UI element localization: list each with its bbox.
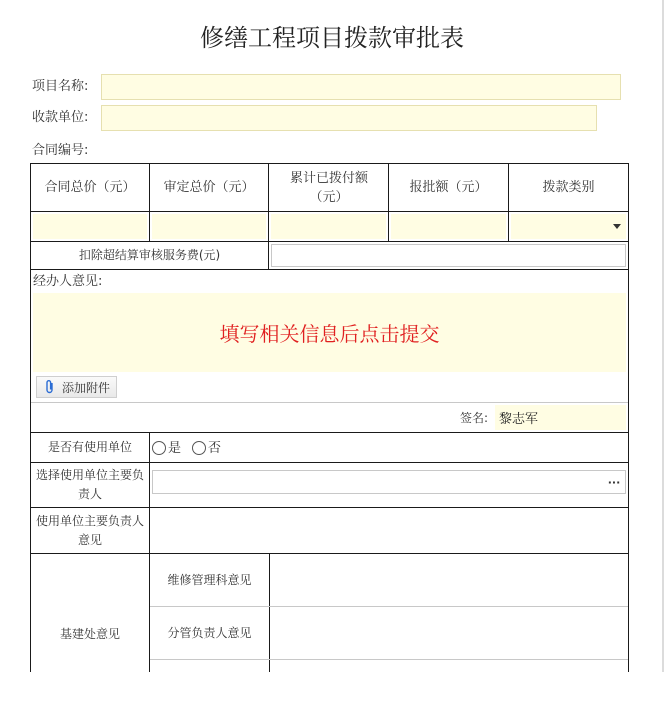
accumulated-paid-input[interactable] — [271, 214, 386, 239]
signature-label: 签名: — [460, 411, 489, 425]
infra-opinion-label: 基建处意见 — [59, 626, 120, 641]
paperclip-icon — [43, 379, 57, 395]
payee-input[interactable] — [101, 105, 597, 131]
header-accumulated-paid: 累计已拨付额（元） — [289, 170, 368, 205]
grid-line — [150, 659, 628, 660]
add-attachment-label: 添加附件 — [62, 380, 111, 395]
radio-yes-label: 是 — [168, 441, 182, 456]
grid-line — [268, 163, 269, 269]
signature-field[interactable] — [495, 405, 626, 430]
table-border-right — [628, 163, 629, 672]
payee-label: 收款单位: — [32, 110, 89, 125]
signature-value: 黎志军 — [499, 412, 539, 427]
handler-opinion-textarea[interactable] — [33, 293, 626, 372]
select-head-input[interactable] — [152, 470, 626, 494]
chevron-down-icon — [613, 224, 621, 229]
grid-line — [31, 402, 628, 403]
grid-line — [30, 269, 629, 270]
repair-dept-opinion-label: 维修管理科意见 — [167, 572, 252, 587]
project-name-label: 项目名称: — [32, 79, 89, 94]
approved-total-input[interactable] — [152, 214, 266, 239]
contract-total-input[interactable] — [33, 214, 147, 239]
grid-line — [30, 211, 629, 212]
deduct-fee-input[interactable] — [271, 244, 626, 267]
header-request-amount: 报批额（元） — [409, 180, 488, 195]
page-title: 修缮工程项目拨款审批表 — [200, 24, 464, 52]
grid-line — [269, 553, 270, 672]
radio-no-label: 否 — [208, 441, 222, 456]
header-payment-type: 拨款类别 — [542, 180, 595, 195]
header-approved-total: 审定总价（元） — [163, 180, 255, 195]
payment-type-select[interactable] — [511, 214, 626, 239]
radio-no[interactable] — [192, 441, 206, 455]
select-head-label: 选择使用单位主要负责人 — [35, 468, 144, 501]
ellipsis-button[interactable]: ··· — [607, 475, 621, 489]
handler-opinion-label: 经办人意见: — [33, 274, 103, 289]
header-contract-total: 合同总价（元） — [44, 180, 136, 195]
use-unit-label: 是否有使用单位 — [47, 440, 132, 454]
deduct-fee-label: 扣除超结算审核服务费(元) — [78, 248, 221, 262]
head-opinion-label: 使用单位主要负责人意见 — [35, 513, 144, 547]
contract-number-label: 合同编号: — [32, 143, 89, 158]
project-name-input[interactable] — [101, 74, 621, 100]
add-attachment-button[interactable] — [36, 376, 117, 398]
leader-opinion-label: 分管负责人意见 — [167, 625, 252, 640]
radio-yes[interactable] — [152, 441, 166, 455]
submit-hint-text: 填写相关信息后点击提交 — [219, 322, 440, 346]
request-amount-input[interactable] — [391, 214, 506, 239]
